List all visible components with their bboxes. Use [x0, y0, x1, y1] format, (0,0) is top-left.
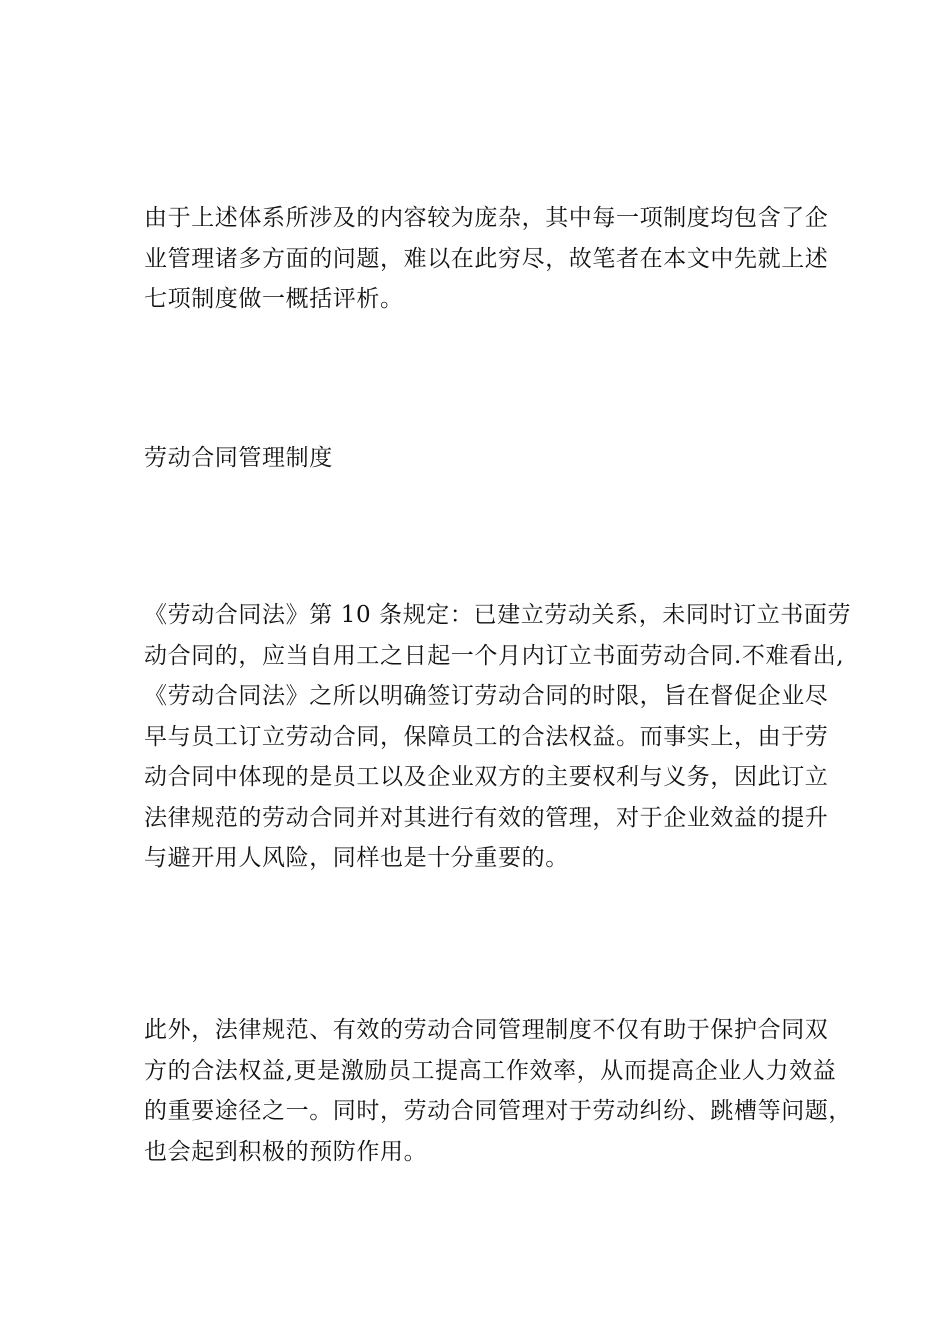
text-line: 七项制度做一概括评析。 — [144, 286, 404, 312]
section-heading — [144, 438, 809, 479]
paragraph-intro — [144, 198, 829, 320]
paragraph-additional — [144, 1010, 852, 1172]
text-line: 也会起到积极的预防作用。 — [144, 1138, 428, 1165]
text-line: 动合同中体现的是员工以及企业双方的主要权利与义务，因此订立 — [144, 764, 829, 790]
text-line: 动合同的，应当自用工之日起一个月内订立书面劳动合同.不难看出, — [144, 642, 845, 669]
text-line: 《劳动合同法》之所以明确签订劳动合同的时限，旨在督促企业尽 — [144, 683, 829, 709]
text-line: 与避开用人风险，同样也是十分重要的。 — [144, 845, 569, 871]
text-line: 由于上述体系所涉及的内容较为庞杂，其中每一项制度均包含了企 — [144, 205, 829, 231]
text-line: 方的合法权益,更是激励员工提高工作效率，从而提高企业人力效益 — [144, 1057, 837, 1084]
text-line: 此外，法律规范、有效的劳动合同管理制度不仅有助于保护合同双 — [144, 1017, 829, 1043]
text-line: 的重要途径之一。同时，劳动合同管理对于劳动纠纷、跳槽等问题， — [144, 1098, 852, 1124]
heading-text: 劳动合同管理制度 — [144, 445, 333, 471]
text-line: 早与员工订立劳动合同，保障员工的合法权益。而事实上，由于劳 — [144, 723, 829, 750]
paragraph-contract-law — [144, 595, 852, 879]
text-line: 法律规范的劳动合同并对其进行有效的管理，对于企业效益的提升 — [144, 804, 829, 831]
text-line: 业管理诸多方面的问题，难以在此穷尽，故笔者在本文中先就上述 — [144, 245, 829, 272]
text-line: 《劳动合同法》第 10 条规定：已建立劳动关系，未同时订立书面劳 — [144, 602, 852, 628]
